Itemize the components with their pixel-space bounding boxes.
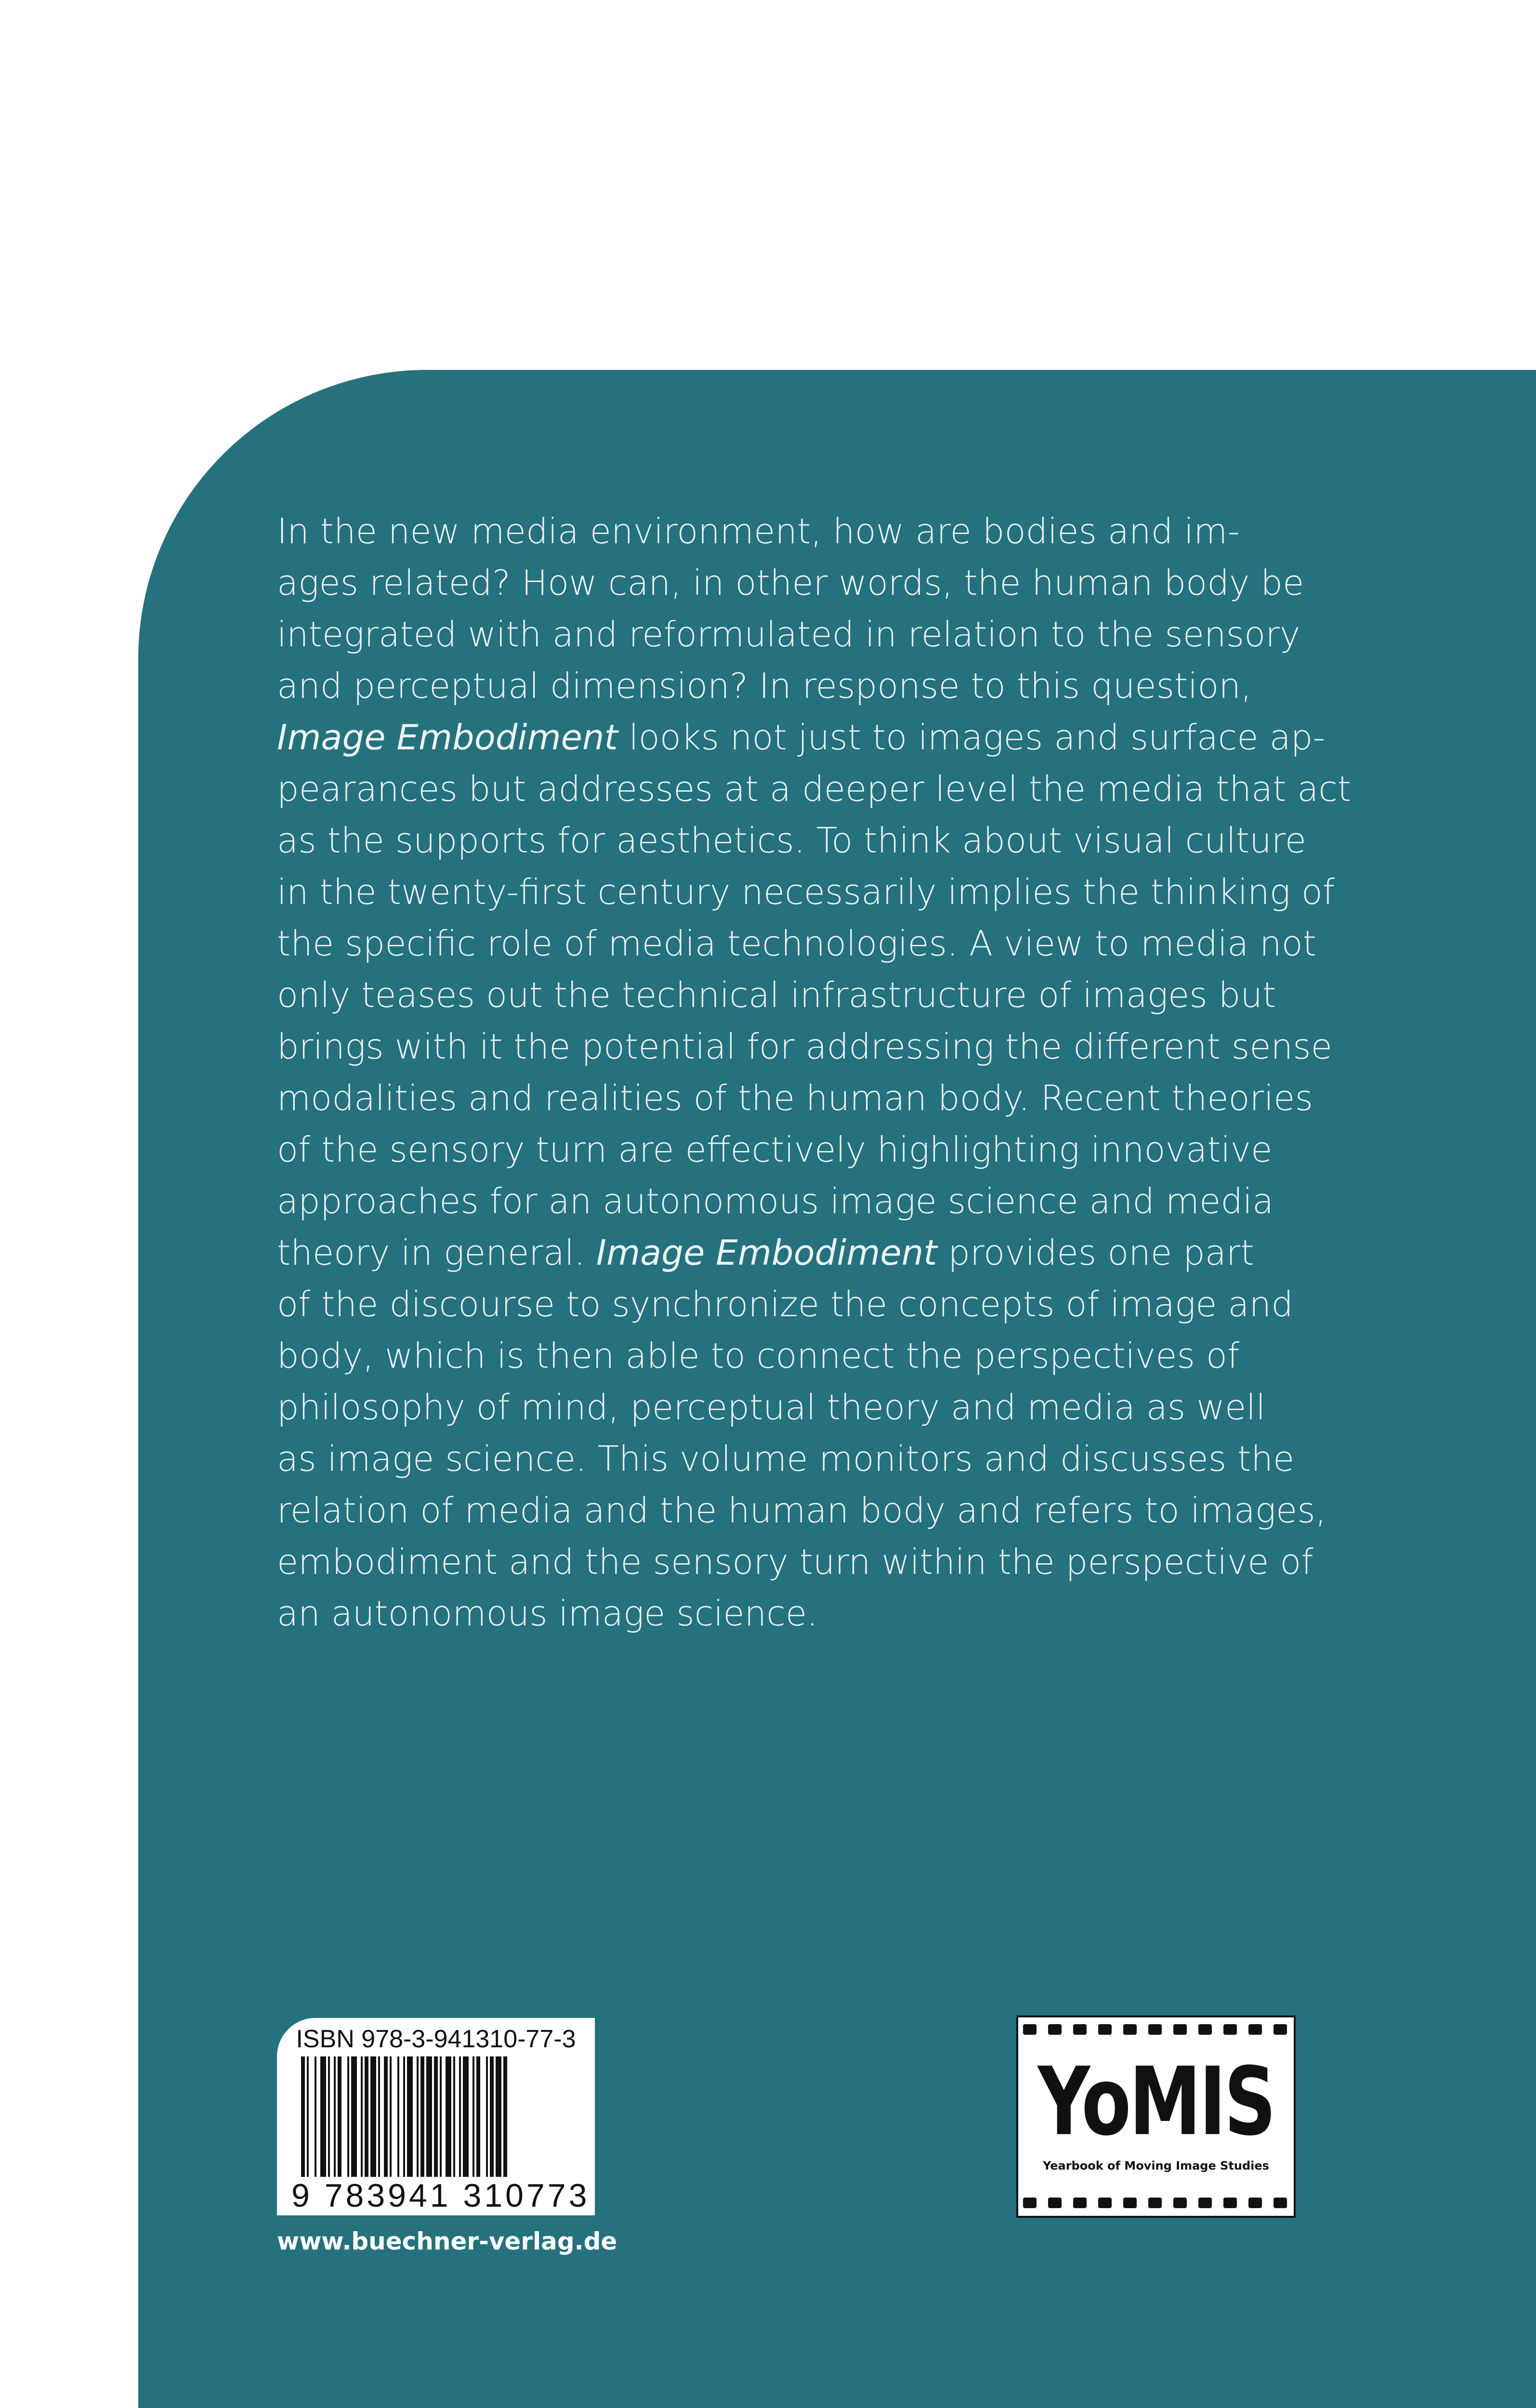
book-title-italic: Image Embodiment <box>277 717 618 758</box>
barcode-bars <box>301 2056 571 2182</box>
sprocket-hole <box>1223 2024 1237 2035</box>
sprocket-hole <box>1048 2198 1062 2208</box>
barcode-bar <box>301 2056 305 2177</box>
sprocket-hole <box>1198 2198 1212 2208</box>
sprocket-hole <box>1198 2024 1212 2035</box>
barcode-bar <box>453 2056 455 2177</box>
sprocket-hole <box>1273 2198 1287 2208</box>
barcode-bar <box>403 2056 405 2177</box>
sprocket-hole <box>1098 2024 1112 2035</box>
barcode-bar <box>463 2056 469 2177</box>
sprocket-hole <box>1073 2198 1087 2208</box>
logo-title: YoMIS <box>1037 2047 1274 2157</box>
isbn-barcode <box>277 2018 595 2215</box>
logo-subtitle: Yearbook of Moving Image Studies <box>1043 2159 1269 2172</box>
barcode-bar <box>440 2056 442 2177</box>
sprocket-hole <box>1048 2024 1062 2035</box>
blurb-part-3: provides one part of the discourse to synchronize the concepts of image and body, which is then able to connect the perspectives of philosophy of mind, perceptual theory and media as well as image science. This volume monitors and discusses the relation of media and the human body and refers to images, embodiment and the sensory turn within the perspective of an autonomous image science. <box>277 1232 1326 1634</box>
sprocket-hole <box>1273 2024 1287 2035</box>
sprocket-hole <box>1173 2198 1187 2208</box>
barcode-bar <box>426 2056 432 2177</box>
sprocket-hole <box>1073 2024 1087 2035</box>
barcode-bar <box>365 2056 368 2177</box>
barcode-bar <box>446 2056 451 2177</box>
blurb-text <box>277 506 1385 1639</box>
barcode-bar <box>417 2056 419 2177</box>
barcode-bar <box>503 2056 507 2177</box>
barcode-bar <box>390 2056 392 2177</box>
barcode-bar <box>370 2056 376 2177</box>
barcode-bar <box>397 2056 399 2177</box>
barcode-bar <box>320 2056 326 2177</box>
barcode-bar <box>378 2056 380 2177</box>
barcode-bar <box>347 2056 349 2177</box>
sprocket-hole <box>1023 2024 1037 2035</box>
blurb-part-2: looks not just to images and surface ap- pearances but addresses at a deeper level the media that act as the supports for aesthetics. To think about visual culture in the twenty-first century necessarily implies the thinking of the specific role of media technologies. A view to media not only teases out the technical infrastructure of images but brings with it the potential for addressing the different sense modalities and realities of the human body. Recent theories of the sensory turn are effectively highlighting innovative approaches for an autonomous image science and media theory in general. <box>277 717 1352 1273</box>
sprocket-hole <box>1223 2198 1237 2208</box>
sprocket-hole <box>1023 2198 1037 2208</box>
blurb-part-1: In the new media environment, how are bodies and im- ages related? How can, in other words, the human body be integrated with and reformulated in relation to the sensory and perceptual dimension? In response to this question, <box>277 511 1304 706</box>
barcode-bar <box>490 2056 494 2177</box>
sprocket-hole <box>1173 2024 1187 2035</box>
barcode-bar <box>407 2056 413 2177</box>
sprocket-hole <box>1148 2198 1162 2208</box>
barcode-bar <box>334 2056 336 2177</box>
isbn-label: ISBN 978-3-941310-77-3 <box>296 2025 576 2053</box>
barcode-bar <box>328 2056 330 2177</box>
barcode-bar <box>351 2056 357 2177</box>
barcode-bar <box>486 2056 488 2177</box>
barcode-bar <box>307 2056 309 2177</box>
sprocket-hole <box>1098 2198 1112 2208</box>
sprocket-hole <box>1148 2024 1162 2035</box>
publisher-url[interactable]: www.buechner-verlag.de <box>277 2227 617 2255</box>
barcode-bar <box>384 2056 388 2177</box>
ean-digits: 9 783941 310773 <box>291 2177 590 2214</box>
barcode-bar <box>434 2056 438 2177</box>
barcode-bar <box>361 2056 363 2177</box>
sprocket-hole <box>1123 2024 1137 2035</box>
barcode-bar <box>473 2056 474 2177</box>
book-title-italic-2: Image Embodiment <box>596 1232 937 1273</box>
yomis-logo <box>1016 2015 1296 2218</box>
sprocket-hole <box>1248 2024 1262 2035</box>
barcode-bar <box>420 2056 424 2177</box>
barcode-bar <box>459 2056 461 2177</box>
barcode-bar <box>315 2056 316 2177</box>
sprocket-hole <box>1123 2198 1137 2208</box>
barcode-bar <box>338 2056 341 2177</box>
sprocket-hole <box>1248 2198 1262 2208</box>
barcode-bar <box>496 2056 501 2177</box>
barcode-bar <box>476 2056 480 2177</box>
